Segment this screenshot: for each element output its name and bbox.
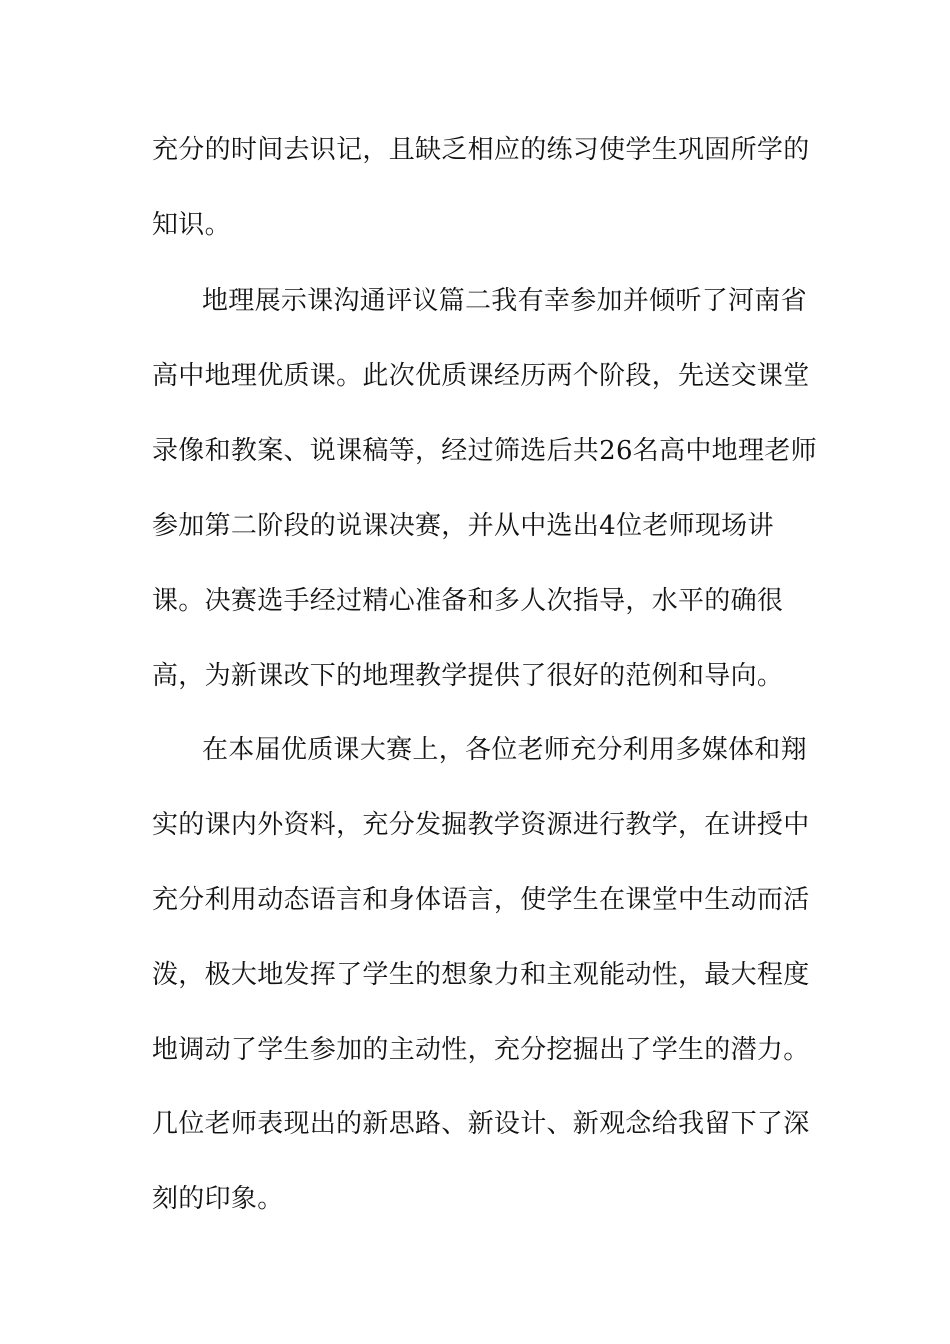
text-line: 实的课内外资料，充分发掘教学资源进行教学，在讲授中: [152, 810, 810, 840]
text-line: 录像和教案、说课稿等，经过筛选后共26名高中地理老师: [152, 436, 817, 466]
text-line: 参加第二阶段的说课决赛，并从中选出4位老师现场讲: [152, 511, 774, 541]
text-line: 高中地理优质课。此次优质课经历两个阶段，先送交课堂: [152, 361, 810, 391]
text-line: 高，为新课改下的地理教学提供了很好的范例和导向。: [152, 661, 784, 691]
paragraph-start-line: 在本届优质课大赛上，各位老师充分利用多媒体和翔: [202, 735, 807, 765]
text-line: 刻的印象。: [152, 1184, 284, 1214]
text-line: 课。决赛选手经过精心准备和多人次指导，水平的确很: [152, 586, 784, 616]
text-line: 地调动了学生参加的主动性，充分挖掘出了学生的潜力。: [152, 1035, 810, 1065]
paragraph-start-line: 地理展示课沟通评议篇二我有幸参加并倾听了河南省: [202, 286, 807, 316]
text-line: 充分利用动态语言和身体语言，使学生在课堂中生动而活: [152, 885, 810, 915]
text-line: 泼，极大地发挥了学生的想象力和主观能动性，最大程度: [152, 960, 810, 990]
text-line: 充分的时间去识记，且缺乏相应的练习使学生巩固所学的: [152, 135, 810, 165]
text-line: 几位老师表现出的新思路、新设计、新观念给我留下了深: [152, 1109, 810, 1139]
text-line: 知识。: [152, 210, 231, 240]
